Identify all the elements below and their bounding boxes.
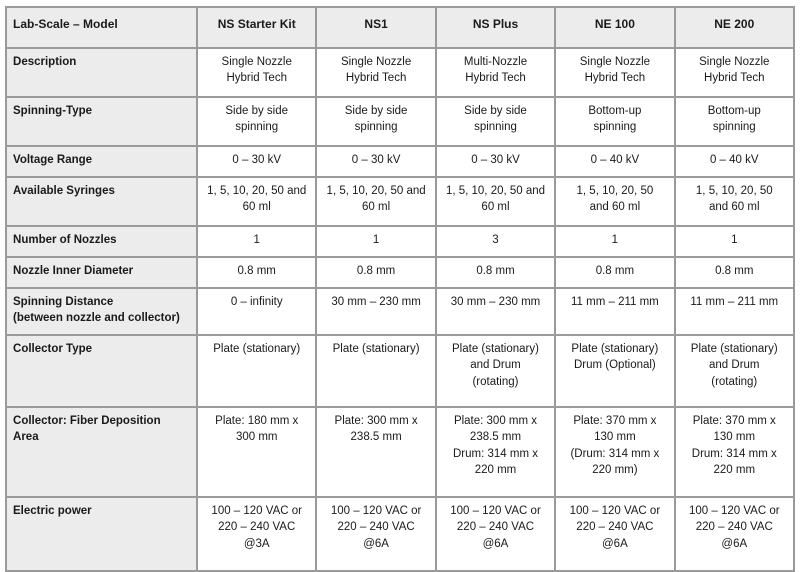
cell-line: (rotating)	[472, 375, 519, 388]
table-header	[7, 8, 795, 49]
cell-line: @6A	[363, 537, 389, 550]
row-label-collector-type: Collector Type	[7, 336, 198, 408]
cell-available-syringes-ne-200	[676, 178, 795, 227]
table-row	[7, 147, 795, 178]
cell-line: and 60 ml	[589, 201, 641, 214]
cell-line: 3	[492, 234, 499, 246]
cell-number-of-nozzles-ns-plus	[437, 227, 556, 258]
cell-line: 0.8 mm	[476, 265, 515, 277]
cell-nozzle-inner-diameter-ne-200	[676, 258, 795, 289]
cell-line: Plate: 370 mm x	[573, 415, 657, 427]
row-label-spinning-distance	[7, 289, 198, 336]
row-label-collector-fiber-deposition-area	[7, 408, 198, 498]
cell-line: 100 – 120 VAC or	[569, 505, 661, 517]
cell-line: Side by side	[464, 105, 527, 117]
cell-line: 1	[372, 234, 380, 246]
cell-line: (Drum: 314 mm x	[570, 447, 660, 460]
cell-line: 0 – infinity	[230, 296, 283, 308]
cell-spinning-type-ns-plus	[437, 98, 556, 147]
cell-line: 1, 5, 10, 20, 50	[576, 185, 654, 197]
cell-electric-power-ne-100	[556, 498, 675, 572]
cell-line: 300 mm	[235, 431, 278, 444]
cell-spinning-distance-ne-100	[556, 289, 675, 336]
row-label-number-of-nozzles: Number of Nozzles	[7, 227, 198, 258]
cell-line: 0.8 mm	[356, 265, 396, 277]
cell-spinning-distance-ns-starter-kit	[198, 289, 317, 336]
cell-line: Collector: Fiber Deposition	[13, 415, 161, 427]
cell-nozzle-inner-diameter-ns-plus	[437, 258, 556, 289]
cell-line: 100 – 120 VAC or	[450, 505, 541, 517]
table-row	[7, 289, 795, 336]
cell-line: Plate (stationary)	[213, 343, 301, 355]
cell-electric-power-ns-starter-kit	[198, 498, 317, 572]
cell-line: Plate (stationary)	[690, 343, 778, 355]
row-label-electric-power: Electric power	[7, 498, 198, 572]
cell-line: 30 mm – 230 mm	[450, 296, 541, 308]
cell-line: 220 – 240 VAC @3A	[218, 521, 296, 550]
cell-line: 60 ml	[362, 201, 391, 214]
cell-collector-type-ns1	[317, 336, 436, 408]
cell-line: @6A	[482, 537, 509, 550]
cell-line: spinning	[235, 121, 279, 134]
cell-line: 0.8 mm	[237, 265, 276, 277]
cell-line: 60 ml	[242, 201, 271, 214]
cell-description-ne-100	[556, 49, 675, 98]
table-row	[7, 98, 795, 147]
cell-line: 0.8 mm	[715, 265, 754, 277]
table-row	[7, 336, 795, 408]
cell-line: 220 mm	[713, 463, 756, 476]
cell-number-of-nozzles-ns1	[317, 227, 436, 258]
cell-electric-power-ns-plus	[437, 498, 556, 572]
cell-line: @6A	[721, 537, 748, 550]
table-row	[7, 227, 795, 258]
cell-collector-type-ne-200	[676, 336, 795, 408]
cell-number-of-nozzles-ns-starter-kit	[198, 227, 317, 258]
cell-electric-power-ns1	[317, 498, 436, 572]
cell-line: Single Nozzle	[221, 56, 292, 68]
cell-line: @6A	[602, 537, 628, 550]
cell-line: 100 – 120 VAC or	[688, 505, 780, 517]
cell-line: Plate (stationary)	[571, 343, 659, 355]
cell-line: 11 mm – 211 mm	[690, 296, 779, 308]
cell-collector-type-ns-starter-kit	[198, 336, 317, 408]
cell-nozzle-inner-diameter-ne-100	[556, 258, 675, 289]
cell-line: 220 mm)	[592, 463, 638, 476]
cell-voltage-range-ns-plus	[437, 147, 556, 178]
cell-line: spinning	[712, 121, 756, 134]
cell-line: spinning	[593, 121, 637, 134]
cell-line: 1	[253, 234, 260, 246]
cell-line: 220 – 240 VAC	[576, 521, 654, 534]
cell-line: 0.8 mm	[595, 265, 635, 277]
lab-scale-model-comparison-table	[5, 6, 795, 572]
cell-spinning-type-ns-starter-kit	[198, 98, 317, 147]
cell-spinning-type-ne-200	[676, 98, 795, 147]
cell-line: 100 – 120 VAC or	[211, 505, 302, 517]
cell-collector-type-ne-100	[556, 336, 675, 408]
column-header-ns-starter-kit: NS Starter Kit	[198, 8, 317, 49]
cell-fiber-deposition-area-ne-200	[676, 408, 795, 498]
cell-line: 1, 5, 10, 20, 50	[695, 185, 773, 197]
cell-line: 0 – 40 kV	[709, 154, 759, 166]
cell-line: Plate: 370 mm x	[692, 415, 776, 427]
cell-available-syringes-ns-plus	[437, 178, 556, 227]
cell-line: 0 – 40 kV	[590, 154, 640, 166]
table-body	[7, 49, 795, 572]
cell-line: 238.5 mm	[469, 431, 522, 444]
row-label-nozzle-inner-diameter: Nozzle Inner Diameter	[7, 258, 198, 289]
cell-line: 0 – 30 kV	[232, 154, 281, 166]
cell-voltage-range-ne-100	[556, 147, 675, 178]
cell-line: 238.5 mm	[350, 431, 402, 444]
cell-line: 1	[731, 234, 738, 246]
cell-description-ns1	[317, 49, 436, 98]
cell-line: 1	[611, 234, 619, 246]
cell-spinning-distance-ne-200	[676, 289, 795, 336]
cell-line: Hybrid Tech	[584, 72, 646, 85]
cell-line: Side by side	[225, 105, 289, 117]
cell-fiber-deposition-area-ns-plus	[437, 408, 556, 498]
cell-line: Hybrid Tech	[226, 72, 287, 85]
cell-line: (between nozzle and collector)	[13, 312, 180, 325]
cell-line: Plate (stationary)	[332, 343, 420, 355]
cell-voltage-range-ne-200	[676, 147, 795, 178]
cell-available-syringes-ns1	[317, 178, 436, 227]
cell-line: 220 mm	[474, 463, 517, 476]
cell-line: 1, 5, 10, 20, 50 and	[445, 185, 546, 197]
row-label-spinning-type: Spinning-Type	[7, 98, 198, 147]
cell-line: 60 ml	[481, 201, 510, 214]
cell-line: Drum: 314 mm x	[691, 447, 777, 460]
cell-line: and Drum	[709, 359, 760, 372]
table-row	[7, 408, 795, 498]
cell-line: and 60 ml	[709, 201, 760, 214]
column-header-model: Lab-Scale – Model	[7, 8, 198, 49]
cell-line: Bottom-up	[588, 105, 642, 117]
cell-description-ns-starter-kit	[198, 49, 317, 98]
cell-line: Side by side	[344, 105, 408, 117]
table-row	[7, 498, 795, 572]
cell-line: Bottom-up	[707, 105, 761, 117]
cell-description-ne-200	[676, 49, 795, 98]
cell-line: 0 – 30 kV	[351, 154, 401, 166]
cell-number-of-nozzles-ne-100	[556, 227, 675, 258]
cell-line: Hybrid Tech	[704, 72, 765, 85]
cell-line: Hybrid Tech	[345, 72, 407, 85]
column-header-ns-plus: NS Plus	[437, 8, 556, 49]
cell-line: 100 – 120 VAC or	[330, 505, 422, 517]
table-header-row	[7, 8, 795, 49]
cell-line: Plate: 180 mm x	[215, 415, 299, 427]
cell-line: 220 – 240 VAC	[456, 521, 535, 534]
cell-nozzle-inner-diameter-ns1	[317, 258, 436, 289]
row-label-description: Description	[7, 49, 198, 98]
cell-line: spinning	[354, 121, 398, 134]
cell-line: 220 – 240 VAC	[337, 521, 415, 534]
cell-fiber-deposition-area-ns-starter-kit	[198, 408, 317, 498]
cell-spinning-type-ns1	[317, 98, 436, 147]
row-label-voltage-range: Voltage Range	[7, 147, 198, 178]
column-header-ne-200: NE 200	[676, 8, 795, 49]
cell-description-ns-plus	[437, 49, 556, 98]
cell-line: 220 – 240 VAC	[695, 521, 773, 534]
cell-line: Plate: 300 mm x	[453, 415, 538, 427]
cell-spinning-distance-ns-plus	[437, 289, 556, 336]
table-row	[7, 178, 795, 227]
cell-line: Spinning Distance	[13, 296, 114, 308]
cell-line: 1, 5, 10, 20, 50 and	[207, 185, 307, 197]
cell-number-of-nozzles-ne-200	[676, 227, 795, 258]
cell-line: 1, 5, 10, 20, 50 and	[326, 185, 426, 197]
cell-line: and Drum	[470, 359, 521, 372]
cell-line: 130 mm	[713, 431, 756, 444]
cell-spinning-distance-ns1	[317, 289, 436, 336]
cell-fiber-deposition-area-ne-100	[556, 408, 675, 498]
cell-available-syringes-ne-100	[556, 178, 675, 227]
cell-voltage-range-ns-starter-kit	[198, 147, 317, 178]
row-label-available-syringes: Available Syringes	[7, 178, 198, 227]
cell-line: Drum (Optional)	[573, 359, 656, 372]
table-row	[7, 258, 795, 289]
cell-line: Multi-Nozzle	[463, 56, 528, 68]
cell-voltage-range-ns1	[317, 147, 436, 178]
cell-line: Area	[13, 431, 39, 444]
cell-line: Single Nozzle	[340, 56, 412, 68]
cell-spinning-type-ne-100	[556, 98, 675, 147]
cell-line: Single Nozzle	[699, 56, 770, 68]
column-header-ns1: NS1	[317, 8, 436, 49]
cell-line: Plate (stationary)	[452, 343, 539, 355]
cell-line: 11 mm – 211 mm	[570, 296, 659, 308]
table-row	[7, 49, 795, 98]
cell-available-syringes-ns-starter-kit	[198, 178, 317, 227]
cell-line: spinning	[474, 121, 517, 134]
cell-line: Drum: 314 mm x	[452, 447, 538, 460]
cell-line: 0 – 30 kV	[471, 154, 520, 166]
cell-line: Single Nozzle	[579, 56, 651, 68]
column-header-ne-100: NE 100	[556, 8, 675, 49]
cell-line: Hybrid Tech	[465, 72, 526, 85]
cell-line: Plate: 300 mm x	[334, 415, 418, 427]
cell-collector-type-ns-plus	[437, 336, 556, 408]
cell-line: (rotating)	[711, 375, 758, 388]
cell-line: 130 mm	[594, 431, 636, 444]
cell-electric-power-ne-200	[676, 498, 795, 572]
cell-line: 30 mm – 230 mm	[331, 296, 421, 308]
cell-fiber-deposition-area-ns1	[317, 408, 436, 498]
cell-nozzle-inner-diameter-ns-starter-kit	[198, 258, 317, 289]
